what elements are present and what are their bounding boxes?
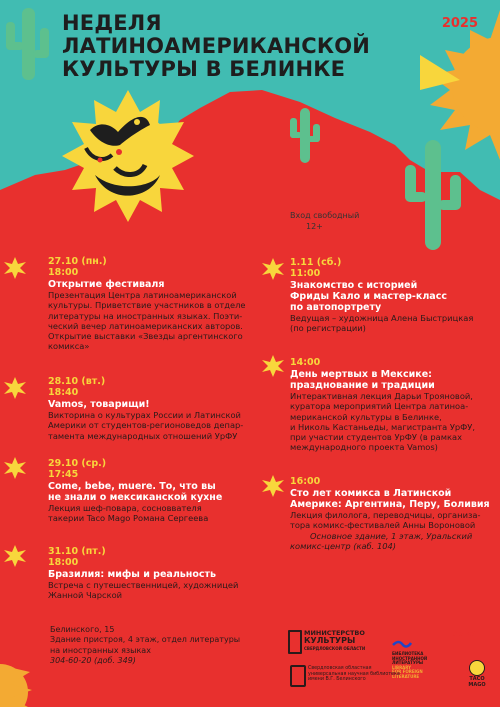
event-card <box>48 376 263 441</box>
desc-line: Викторина о культурах России и Латинской <box>48 410 241 420</box>
desc-line: Презентация Центра латиноамериканской <box>48 290 237 300</box>
address-line: Белинского, 15 <box>50 625 115 634</box>
desc-line: такерии Taco Mago Романа Сергеева <box>48 513 209 524</box>
desc-line: литературы на иностранных языках. Поэти- <box>48 310 243 321</box>
desc-line: Жанной Чарской <box>48 590 123 601</box>
desc-line: ческий вечер латиноамериканских авторов. <box>48 320 243 331</box>
taco-mago-skull-icon <box>469 660 485 676</box>
desc-line: Встреча с путешественницей, художницей <box>48 580 239 590</box>
title-line: Фриды Кало и мастер-класс <box>290 291 447 302</box>
year: 2025 <box>441 16 478 31</box>
entry-info <box>290 210 359 232</box>
desc-line: комикса» <box>48 341 90 352</box>
desc-line: Интерактивная лекция Дарьи Трояновой, <box>290 391 473 401</box>
page-title <box>62 12 422 81</box>
desc-line: культуры. Приветствие участников в отделе <box>48 300 246 311</box>
desc-line: международного проекта Vamos) <box>290 442 438 453</box>
wave-icon <box>392 640 412 648</box>
taco-mago-text: ТАСО МАGO <box>468 676 486 688</box>
desc-line: куратора мероприятий Центра латиноа- <box>290 401 469 412</box>
event-title: Vamos, товарищи! <box>48 399 150 410</box>
event-description <box>290 313 495 334</box>
event-date: 1.11 (сб.) <box>290 257 342 268</box>
event-description <box>48 503 263 524</box>
event-date: 29.10 (ср.) <box>48 458 107 469</box>
address-line: Здание пристроя, 4 этаж, отдел литературы <box>50 635 241 645</box>
title-line-2: ЛАТИНОАМЕРИКАНСКОЙ <box>62 34 371 58</box>
event-title: Бразилия: мифы и реальность <box>48 569 217 580</box>
desc-line: Ведущая – художница Алена Быстрицкая <box>290 313 474 323</box>
age-rating: 12+ <box>306 222 323 231</box>
urfu-logo <box>452 630 492 643</box>
title-line-1: НЕДЕЛЯ <box>62 11 162 35</box>
event-card <box>290 476 495 551</box>
title-line-3: КУЛЬТУРЫ В БЕЛИНКЕ <box>62 57 346 81</box>
desc-line: Открытие выставки «Звезды аргентинского <box>48 331 243 342</box>
desc-line: (по регистрации) <box>290 323 366 334</box>
foreign-library-text: БИБЛИОТЕКА ИНОСТРАННОЙ ЛИТЕРАТУРЫ LIBRARY FOR FOREIGN LITERATURE <box>392 651 428 679</box>
event-time: 18:40 <box>48 387 79 398</box>
title-line: празднование и традиции <box>290 380 435 391</box>
ministry-emblem-icon <box>288 630 302 654</box>
entry-free: Вход свободный <box>290 211 360 220</box>
title-line: не знали о мексиканской кухне <box>48 492 223 503</box>
desc-line: Америки от студентов-регионоведов депар- <box>48 420 244 431</box>
title-line: День мертвых в Мексике: <box>290 369 432 380</box>
desc-line: и Николь Кастаньеды, магистранта УрФУ, <box>290 421 475 432</box>
desc-line-italic: комикс-центр (каб. 104) <box>290 540 397 551</box>
event-time: 11:00 <box>290 268 321 279</box>
event-description <box>290 510 495 551</box>
event-time: 18:00 <box>48 267 79 278</box>
title-line: Come, bebe, muere. То, что вы <box>48 481 216 492</box>
address-line: на иностранных языках <box>50 645 151 655</box>
event-title <box>48 481 263 503</box>
event-card <box>290 257 495 334</box>
urfu-text: УрФУ <box>452 630 475 638</box>
event-date: 31.10 (пт.) <box>48 546 106 557</box>
event-title: Открытие фестиваля <box>48 279 165 290</box>
desc-line: тора комикс-фестивалей Анны Вороновой <box>290 520 476 531</box>
urfu-bar-icon <box>452 640 478 643</box>
desc-line: тамента международных отношений УрФУ <box>48 430 238 441</box>
belinka-text: Свердловская областная универсальная научная библиотека имени В.Г. Белинского <box>308 666 400 682</box>
event-description <box>48 410 263 441</box>
title-line: Сто лет комикса в Латинской <box>290 488 452 499</box>
ministry-text: МИНИСТЕРСТВО КУЛЬТУРЫ СВЕРДЛОВСКОЙ ОБЛАСТИ <box>304 629 366 651</box>
event-title <box>290 488 495 510</box>
event-description <box>48 580 263 601</box>
event-card <box>48 256 263 352</box>
event-time: 14:00 <box>290 357 321 368</box>
phone: 304-60-20 (доб. 349) <box>50 655 136 665</box>
title-line: Знакомство с историей <box>290 280 418 291</box>
desc-line: мериканской культуры в Белинке, <box>290 411 442 422</box>
desc-line: при участии студентов УрФУ (в рамках <box>290 432 462 443</box>
event-description <box>48 290 263 352</box>
title-line: по автопортрету <box>290 302 382 313</box>
event-card <box>48 546 263 601</box>
desc-line-italic: Основное здание, 1 этаж, Уральский <box>310 530 473 541</box>
event-time: 16:00 <box>290 476 321 487</box>
event-title <box>290 369 495 391</box>
event-card <box>290 357 495 453</box>
event-card <box>48 458 263 524</box>
event-description <box>290 391 495 453</box>
event-title <box>290 280 495 313</box>
taco-mago-logo <box>462 660 492 688</box>
desc-line: Лекция филолога, переводчицы, организа- <box>290 510 481 520</box>
event-date: 28.10 (вт.) <box>48 376 106 387</box>
event-time: 17:45 <box>48 469 79 480</box>
footer-address <box>50 625 240 666</box>
event-time: 18:00 <box>48 557 79 568</box>
title-line: Америке: Аргентина, Перу, Боливия <box>290 499 490 510</box>
desc-line: Лекция шеф-повара, сосноввателя <box>48 503 202 513</box>
event-date: 27.10 (пн.) <box>48 256 107 267</box>
belinka-emblem-icon <box>290 665 306 687</box>
